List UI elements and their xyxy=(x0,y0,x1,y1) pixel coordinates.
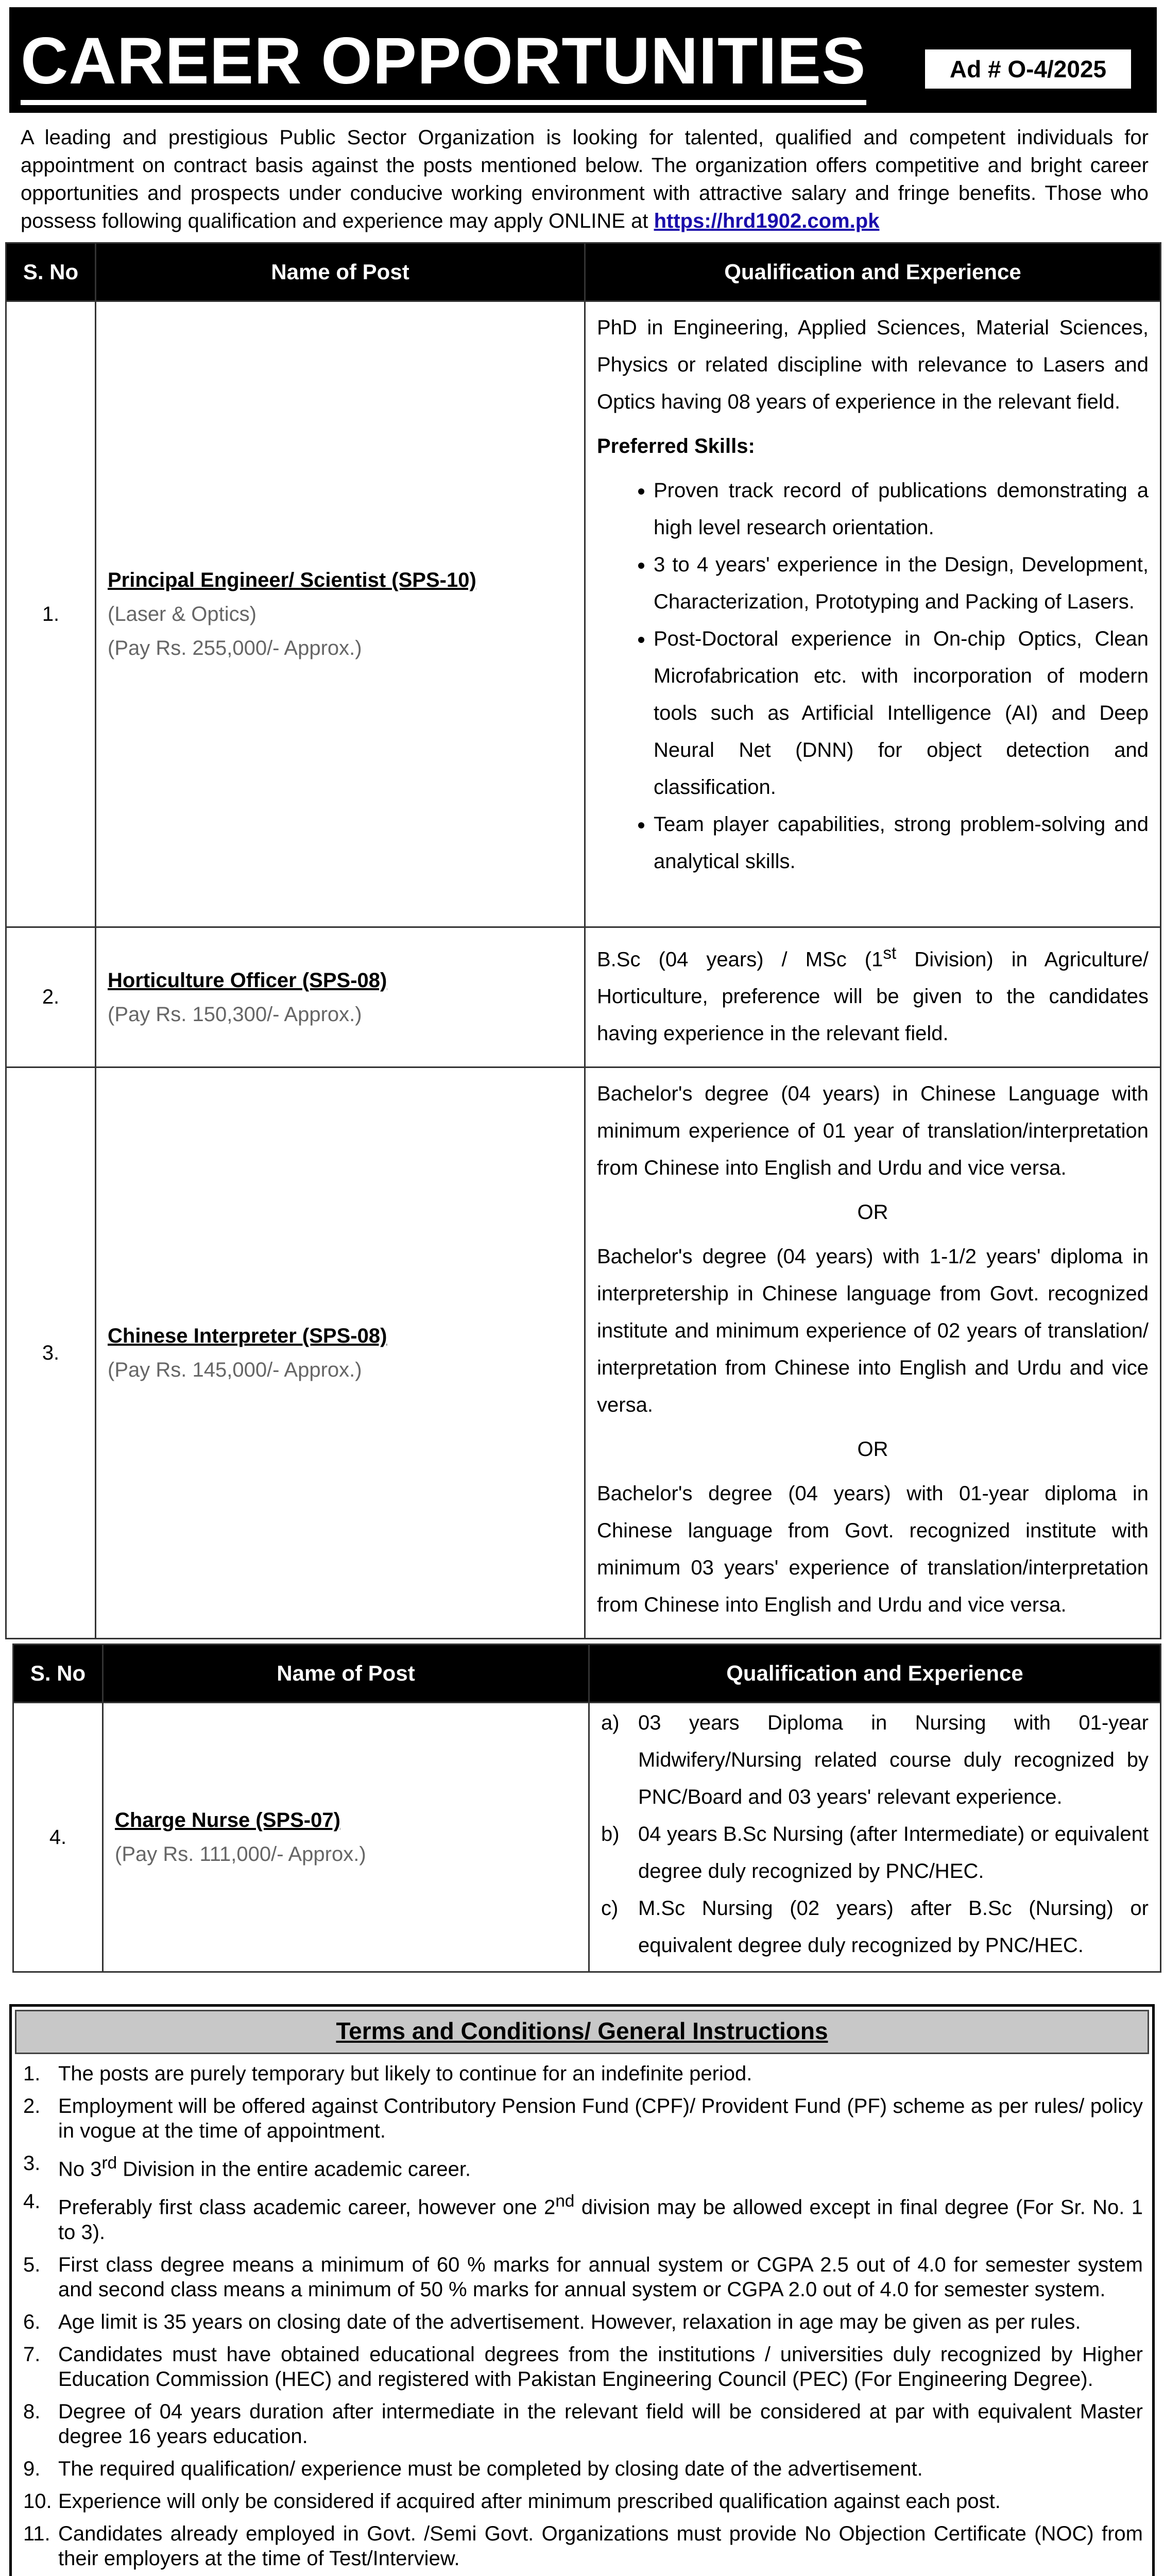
item-text: The posts are purely temporary but likely to continue for an indefinite period. xyxy=(58,2062,752,2085)
item-label: b) xyxy=(601,1823,620,1845)
column-header-post: Name of Post xyxy=(103,1645,589,1703)
apply-link[interactable]: https://hrd1902.com.pk xyxy=(654,210,880,232)
list-item xyxy=(12,2310,1152,2334)
item-label: a) xyxy=(601,1711,620,1734)
list-item xyxy=(12,2489,1152,2514)
row-sno: 2. xyxy=(6,927,96,1067)
list-item xyxy=(12,2456,1152,2481)
table-row xyxy=(6,927,1161,1067)
list-item xyxy=(601,1890,1149,1964)
skills-heading: Preferred Skills: xyxy=(597,435,755,457)
qualification-text-part: B.Sc (04 years) / MSc (1 xyxy=(597,948,883,971)
row-sno: 3. xyxy=(6,1067,96,1639)
item-text: Candidates already employed in Govt. /Semi Govt. Organizations must provide No Objection Certificate (NOC) from their employers at the time of Test/Interview. xyxy=(58,2522,1143,2570)
row-sno: 1. xyxy=(6,301,96,927)
list-item: • 3 to 4 years' experience in the Design, Development, Characterization, Prototyping and Packing of Lasers. xyxy=(654,546,1149,620)
qualification-cell xyxy=(585,301,1161,927)
table-row xyxy=(6,1067,1161,1639)
item-text: No 3 xyxy=(58,2158,102,2181)
post-cell xyxy=(96,1067,585,1639)
header-banner xyxy=(9,7,1157,113)
item-number: 2. xyxy=(23,2095,41,2117)
list-item xyxy=(12,2521,1152,2571)
row-sno: 4. xyxy=(13,1703,103,1972)
posts-table-continued xyxy=(12,1643,1161,1973)
list-item xyxy=(12,2151,1152,2181)
item-number: 8. xyxy=(23,2400,41,2423)
qualification-options-list xyxy=(601,1704,1149,1964)
posts-table xyxy=(5,242,1161,1639)
item-number: 4. xyxy=(23,2190,41,2213)
list-item xyxy=(12,2094,1152,2143)
qualification-option: Bachelor's degree (04 years) with 1-1/2 years' diploma in interpretership in Chinese language from Govt. recognized institute and minimum experience of 02 years of translation/ interpretation from Chinese into English and Urdu and vice versa. xyxy=(597,1245,1149,1417)
post-pay: (Pay Rs. 145,000/- Approx.) xyxy=(108,1359,362,1382)
item-number: 5. xyxy=(23,2253,41,2276)
superscript: st xyxy=(883,944,897,963)
list-item xyxy=(12,2342,1152,2392)
item-text: First class degree means a minimum of 60 % marks for annual system or CGPA 2.5 out of 4.0 for semester system and second class means a minimum of 50 % marks for annual system or CGPA 2.0 out of 4.0 for semester system. xyxy=(58,2253,1143,2301)
item-text: 03 years Diploma in Nursing with 01-year Midwifery/Nursing related course duly recognized by PNC/Board and 03 years' relevant experience. xyxy=(638,1711,1149,1808)
item-text: The required qualification/ experience must be completed by closing date of the advertisement. xyxy=(58,2457,923,2480)
post-specialty: (Laser & Optics) xyxy=(108,603,256,625)
post-cell xyxy=(96,301,585,927)
or-separator: OR xyxy=(857,1438,888,1461)
skills-list xyxy=(597,472,1149,880)
table-row xyxy=(13,1703,1161,1972)
post-pay: (Pay Rs. 255,000/- Approx.) xyxy=(108,637,362,659)
item-number: 11. xyxy=(23,2522,50,2545)
item-text: 04 years B.Sc Nursing (after Intermediate) or equivalent degree duly recognized by PNC/HEC. xyxy=(638,1823,1149,1883)
intro-paragraph xyxy=(21,124,1149,235)
superscript: rd xyxy=(101,2154,117,2173)
post-cell xyxy=(96,927,585,1067)
post-pay: (Pay Rs. 150,300/- Approx.) xyxy=(108,1003,362,1026)
post-name: Horticulture Officer (SPS-08) xyxy=(108,969,387,992)
item-text: Division in the entire academic career. xyxy=(117,2158,471,2181)
item-number: 1. xyxy=(23,2062,41,2085)
item-text: division may be allowed except in final degree (For Sr. No. 1 to 3). xyxy=(58,2196,1143,2244)
item-number: 3. xyxy=(23,2152,41,2175)
table-header-row xyxy=(6,243,1161,301)
or-separator: OR xyxy=(857,1201,888,1224)
list-item xyxy=(12,2252,1152,2302)
item-text: Candidates must have obtained educational degrees from the institutions / universities duly recognized by Higher Education Commission (HEC) and registered with Pakistan Engineering Council (PEC) (For Engineering Degree). xyxy=(58,2343,1143,2391)
terms-heading: Terms and Conditions/ General Instructions xyxy=(15,2010,1149,2054)
terms-list xyxy=(12,2061,1152,2576)
column-header-qualification: Qualification and Experience xyxy=(585,243,1161,301)
superscript: nd xyxy=(555,2192,575,2211)
qualification-text-part: Division) in Agriculture/ Horticulture, preference will be given to the candidates having experience in the relevant field. xyxy=(597,948,1149,1045)
column-header-post: Name of Post xyxy=(96,243,585,301)
column-header-sno: S. No xyxy=(13,1645,103,1703)
table-row xyxy=(6,301,1161,927)
post-name: Chinese Interpreter (SPS-08) xyxy=(108,1325,387,1348)
terms-section xyxy=(9,2004,1155,2576)
list-item xyxy=(12,2189,1152,2244)
page-title: CAREER OPPORTUNITIES xyxy=(21,23,866,105)
post-cell xyxy=(103,1703,589,1972)
table-header-row xyxy=(13,1645,1161,1703)
qualification-option: Bachelor's degree (04 years) with 01-year diploma in Chinese language from Govt. recognized institute with minimum 03 years' experience of translation/interpretation from Chinese into English and Urdu and vice versa. xyxy=(597,1482,1149,1617)
item-text: Employment will be offered against Contributory Pension Fund (CPF)/ Provident Fund (PF) scheme as per rules/ policy in vogue at the time of appointment. xyxy=(58,2095,1143,2142)
qualification-cell xyxy=(585,927,1161,1067)
list-item: • Proven track record of publications demonstrating a high level research orientation. xyxy=(654,472,1149,546)
qualification-text xyxy=(597,935,1149,1052)
intro-text: A leading and prestigious Public Sector Organization is looking for talented, qualified and competent individuals for appointment on contract basis against the posts mentioned below. The organization offers competitive and bright career opportunities and prospects under conducive working environment with attractive salary and fringe benefits. Those who possess following qualification and experience may apply ONLINE at xyxy=(21,126,1149,232)
item-text: Age limit is 35 years on closing date of the advertisement. However, relaxation in age may be given as per rules. xyxy=(58,2310,1081,2333)
post-name: Principal Engineer/ Scientist (SPS-10) xyxy=(108,569,476,591)
post-pay: (Pay Rs. 111,000/- Approx.) xyxy=(115,1843,366,1866)
item-number: 7. xyxy=(23,2343,41,2366)
qualification-text: PhD in Engineering, Applied Sciences, Material Sciences, Physics or related discipline with relevance to Lasers and Optics having 08 years of experience in the relevant field. xyxy=(597,316,1149,413)
item-number: 9. xyxy=(23,2457,41,2480)
list-item xyxy=(601,1704,1149,1816)
item-text: Experience will only be considered if acquired after minimum prescribed qualification against each post. xyxy=(58,2489,1001,2513)
column-header-qualification: Qualification and Experience xyxy=(589,1645,1161,1703)
ad-number-badge: Ad # O-4/2025 xyxy=(925,49,1131,89)
list-item xyxy=(601,1816,1149,1890)
qualification-cell xyxy=(585,1067,1161,1639)
column-header-sno: S. No xyxy=(6,243,96,301)
list-item: • Team player capabilities, strong problem-solving and analytical skills. xyxy=(654,806,1149,880)
item-label: c) xyxy=(601,1897,619,1920)
item-text: Degree of 04 years duration after intermediate in the relevant field will be considered at par with equivalent Master degree 16 years education. xyxy=(58,2400,1143,2448)
item-number: 10. xyxy=(23,2489,52,2513)
list-item xyxy=(12,2399,1152,2449)
item-number: 6. xyxy=(23,2310,41,2333)
list-item: • Post-Doctoral experience in On-chip Optics, Clean Microfabrication etc. with incorporation of modern tools such as Artificial Intelligence (AI) and Deep Neural Net (DNN) for object detection and classification. xyxy=(654,620,1149,806)
item-text: M.Sc Nursing (02 years) after B.Sc (Nursing) or equivalent degree duly recognized by PNC/HEC. xyxy=(638,1897,1149,1957)
item-text: Preferably first class academic career, however one 2 xyxy=(58,2196,556,2219)
qualification-option: Bachelor's degree (04 years) in Chinese Language with minimum experience of 01 year of translation/interpretation from Chinese into English and Urdu and vice versa. xyxy=(597,1082,1149,1180)
list-item xyxy=(12,2061,1152,2086)
post-name: Charge Nurse (SPS-07) xyxy=(115,1809,340,1832)
qualification-cell xyxy=(589,1703,1161,1972)
